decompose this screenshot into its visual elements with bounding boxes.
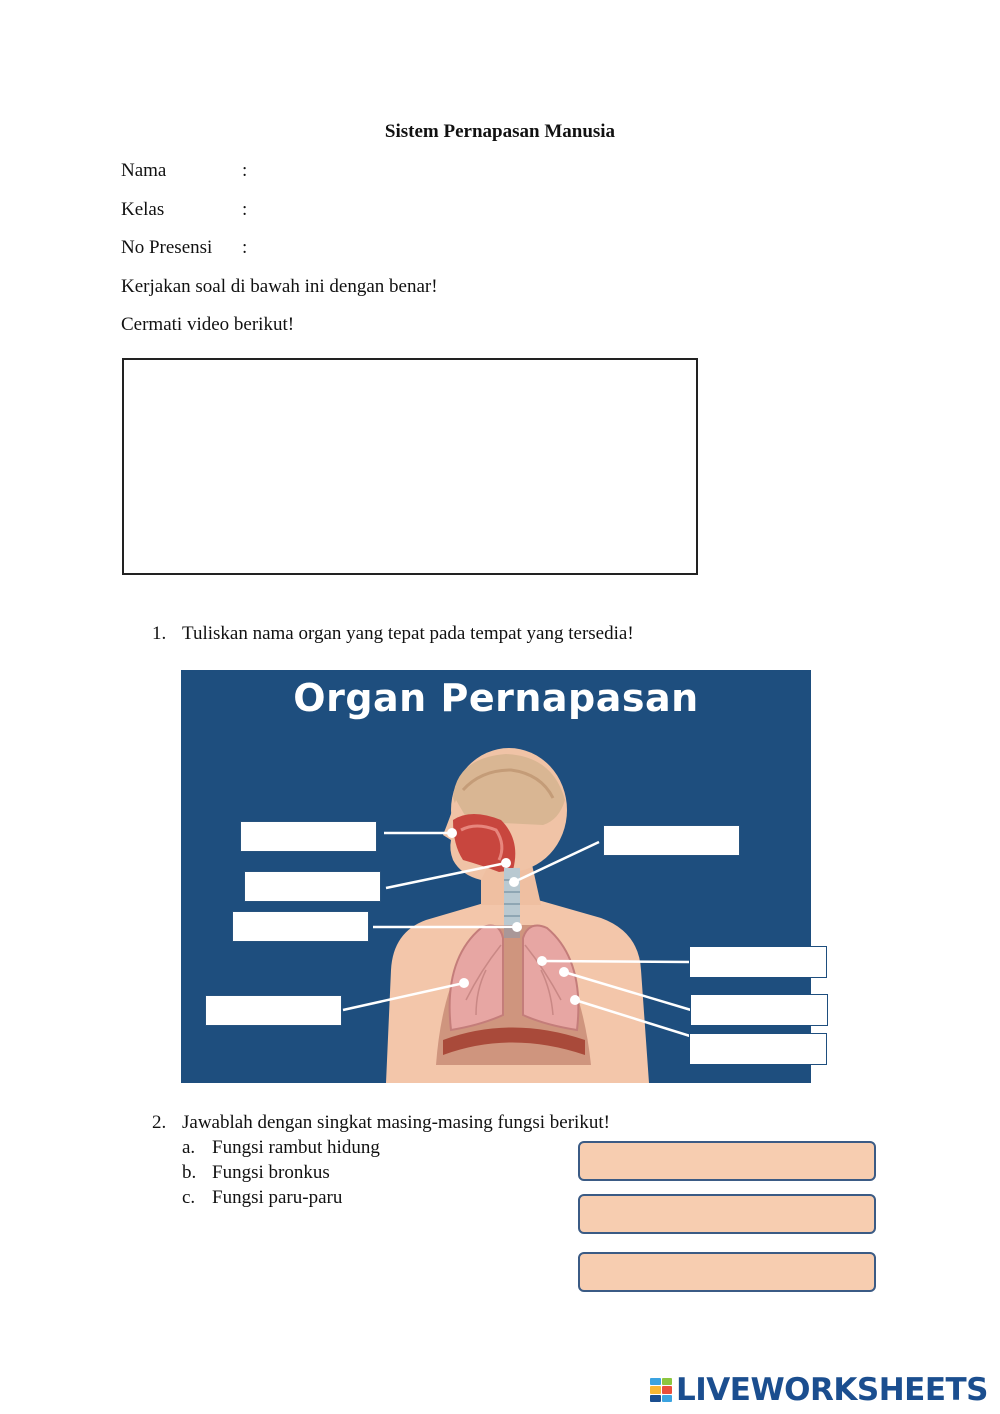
function-answer-a[interactable] (578, 1141, 876, 1181)
function-answer-c[interactable] (578, 1252, 876, 1292)
field-nama-separator: : (242, 160, 248, 181)
field-no-presensi-separator: : (242, 237, 248, 258)
field-kelas (121, 199, 247, 221)
field-nama-label: Nama (121, 160, 167, 181)
question-2-item-c (182, 1187, 342, 1209)
question-2-item-a (182, 1137, 380, 1159)
field-no-presensi-label: No Presensi (121, 237, 213, 258)
question-1 (152, 623, 634, 645)
item-a-text: Fungsi rambut hidung (212, 1137, 380, 1158)
instruction-text: Kerjakan soal di bawah ini dengan benar! (121, 276, 438, 297)
field-nama (121, 160, 247, 182)
organ-answer-box-1[interactable] (240, 821, 377, 852)
diagram-title: Organ Pernapasan (293, 676, 699, 720)
liveworksheets-logo-icon (650, 1378, 672, 1402)
organ-answer-box-2[interactable] (244, 871, 381, 902)
page-title: Sistem Pernapasan Manusia (384, 121, 616, 142)
organ-answer-box-7[interactable] (690, 994, 828, 1026)
item-c-letter: c. (182, 1187, 196, 1208)
organ-answer-box-4[interactable] (205, 995, 342, 1026)
question-2-number: 2. (152, 1112, 167, 1133)
question-1-number: 1. (152, 623, 167, 644)
video-prompt-text: Cermati video berikut! (121, 314, 295, 335)
video-player[interactable] (122, 358, 698, 575)
organ-answer-box-5[interactable] (603, 825, 740, 856)
item-c-text: Fungsi paru-paru (212, 1187, 343, 1208)
question-1-text: Tuliskan nama organ yang tepat pada tempat yang tersedia! (182, 623, 634, 644)
item-b-letter: b. (182, 1162, 197, 1183)
question-2 (152, 1112, 610, 1134)
field-kelas-label: Kelas (121, 199, 165, 220)
question-2-text: Jawablah dengan singkat masing-masing fungsi berikut! (182, 1112, 610, 1133)
question-2-item-b (182, 1162, 330, 1184)
liveworksheets-logo (650, 1372, 988, 1408)
field-kelas-separator: : (242, 199, 248, 220)
item-a-letter: a. (182, 1137, 196, 1158)
field-no-presensi (121, 237, 247, 259)
organ-answer-box-8[interactable] (689, 1033, 827, 1065)
item-b-text: Fungsi bronkus (212, 1162, 330, 1183)
organ-answer-box-3[interactable] (232, 911, 369, 942)
organ-answer-box-6[interactable] (689, 946, 827, 978)
liveworksheets-brand-text: LIVEWORKSHEETS (676, 1372, 988, 1408)
function-answer-b[interactable] (578, 1194, 876, 1234)
